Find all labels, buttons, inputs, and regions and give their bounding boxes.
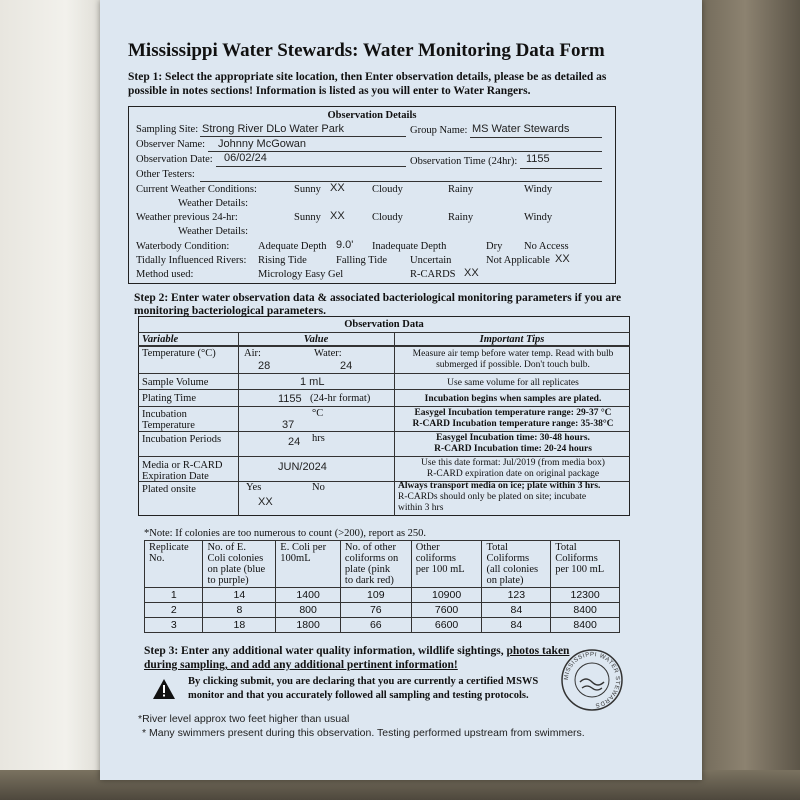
sample-volume-label: Sample Volume — [142, 377, 209, 388]
col-variable-header: Variable — [142, 334, 179, 345]
step2-line2: monitoring bacteriological parameters. — [134, 305, 326, 317]
form-title: Mississippi Water Stewards: Water Monitoring Data Form — [128, 40, 605, 61]
incubation-period-label: Incubation Periods — [142, 434, 222, 445]
svg-text:MISSISSIPPI WATER STEWARDS: MISSISSIPPI WATER STEWARDS — [563, 651, 621, 708]
method-easygel-option[interactable]: Micrology Easy Gel — [258, 269, 344, 280]
col-value-header: Value — [303, 334, 329, 345]
other-per-100-cell[interactable]: 10900 — [411, 588, 482, 603]
incubation-temp-tip-1: Easygel Incubation temperature range: 29-37 °C — [414, 408, 612, 418]
prev-cloudy-option[interactable]: Cloudy — [372, 212, 403, 223]
method-rcards-mark: XX — [464, 267, 479, 279]
mississippi-water-stewards-logo — [560, 648, 624, 712]
observation-details-header: Observation Details — [327, 110, 417, 121]
plating-time-tip: Incubation begins when samples are plated. — [424, 394, 602, 404]
sampling-site-field[interactable]: Strong River DLo Water Park — [202, 123, 345, 135]
current-sunny-option[interactable]: Sunny — [294, 184, 321, 195]
ecoli-per-100-cell[interactable]: 1400 — [276, 588, 341, 603]
method-rcards-option[interactable]: R-CARDS — [410, 269, 456, 280]
uncertain-option[interactable]: Uncertain — [410, 255, 452, 266]
media-expiration-label-2: Expiration Date — [142, 471, 209, 482]
header-other-per-100: Other coliforms per 100 mL — [411, 541, 482, 588]
table-row — [145, 618, 620, 633]
header-total-per-100: Total Coliforms per 100 mL — [551, 541, 620, 588]
waterbody-condition-label: Waterbody Condition: — [136, 241, 230, 252]
plated-tip-1: Always transport media on ice; plate within 3 hrs. — [398, 481, 601, 491]
plated-tip-2: R-CARDs should only be plated on site; incubate — [398, 492, 587, 502]
group-name-field[interactable]: MS Water Stewards — [472, 123, 570, 135]
incubation-temp-tip-2: R-CARD Incubation temperature range: 35-38°C — [412, 419, 614, 429]
temperature-label: Temperature (°C) — [142, 348, 216, 359]
depth-value[interactable]: 9.0' — [336, 239, 354, 251]
plated-no-option[interactable]: No — [312, 482, 325, 493]
warning-icon — [152, 678, 176, 700]
plated-tip-3: within 3 hrs — [398, 503, 444, 513]
rising-tide-option[interactable]: Rising Tide — [258, 255, 307, 266]
ecoli-per-100-cell[interactable]: 1800 — [276, 618, 341, 633]
observation-date-label: Observation Date: — [136, 154, 213, 165]
air-temp-value[interactable]: 28 — [258, 360, 271, 372]
incubation-period-tip-1: Easygel Incubation time: 30-48 hours. — [436, 433, 590, 443]
observer-name-label: Observer Name: — [136, 139, 206, 150]
temperature-tip-2: submerged if possible. Don't touch bulb. — [436, 360, 590, 370]
current-windy-option[interactable]: Windy — [524, 184, 553, 195]
incubation-period-tip-2: R-CARD Incubation time: 20-24 hours — [434, 444, 592, 454]
incubation-temp-label-1: Incubation — [142, 409, 187, 420]
media-expiration-tip-1: Use this date format: Jul/2019 (from media box) — [421, 458, 605, 468]
group-name-label: Group Name: — [410, 125, 468, 136]
col-tips-header: Important Tips — [479, 334, 545, 345]
other-colonies-cell[interactable]: 66 — [340, 618, 411, 633]
header-other-colonies: No. of other coliforms on plate (pink to dark red) — [340, 541, 411, 588]
plated-onsite-label: Plated onsite — [142, 484, 196, 495]
colonies-header-row — [145, 541, 620, 588]
sample-volume-value[interactable]: 1 mL — [300, 376, 325, 388]
media-expiration-label-1: Media or R-CARD — [142, 460, 223, 471]
other-colonies-cell[interactable]: 109 — [340, 588, 411, 603]
prev-weather-details-label: Weather Details: — [178, 226, 248, 237]
replicate-cell: 2 — [145, 603, 203, 618]
plating-time-format: (24-hr format) — [310, 393, 371, 404]
observation-time-field[interactable]: 1155 — [526, 153, 550, 165]
background-left — [0, 0, 110, 800]
prev-sunny-option[interactable]: Sunny — [294, 212, 321, 223]
total-per-100-cell[interactable]: 12300 — [551, 588, 620, 603]
ecoli-colonies-cell[interactable]: 18 — [203, 618, 276, 633]
step3-line1: Step 3: Enter any additional water quality information, wildlife sightings, photos taken — [144, 645, 570, 657]
adequate-depth-option[interactable]: Adequate Depth — [258, 241, 327, 252]
plated-mark: XX — [258, 496, 273, 508]
step1-line2: possible in notes sections! Information is listed as you will enter to Water Rangers. — [128, 85, 531, 97]
header-total-colonies: Total Coliforms (all colonies on plate) — [482, 541, 551, 588]
no-access-option[interactable]: No Access — [524, 241, 569, 252]
total-colonies-cell[interactable]: 84 — [482, 603, 551, 618]
note-line1: *River level approx two feet higher than usual — [138, 713, 350, 725]
plating-time-value[interactable]: 1155 — [278, 393, 302, 405]
temperature-tip-1: Measure air temp before water temp. Read with bulb — [412, 349, 614, 359]
header-ecoli-per-100: E. Coli per 100mL — [276, 541, 341, 588]
form-paper — [100, 0, 702, 780]
current-sunny-mark: XX — [330, 182, 345, 194]
total-per-100-cell[interactable]: 8400 — [551, 618, 620, 633]
ecoli-colonies-cell[interactable]: 14 — [203, 588, 276, 603]
not-applicable-mark: XX — [555, 253, 570, 265]
observation-data-header: Observation Data — [344, 319, 424, 330]
falling-tide-option[interactable]: Falling Tide — [336, 255, 388, 266]
header-replicate: Replicate No. — [145, 541, 203, 588]
incubation-period-unit: hrs — [312, 433, 325, 444]
observer-name-field[interactable]: Johnny McGowan — [218, 138, 307, 150]
observation-date-field[interactable]: 06/02/24 — [224, 152, 267, 164]
step3-line2: during sampling, and add any additional pertinent information! — [144, 659, 458, 671]
table-row — [145, 588, 620, 603]
plated-yes-option[interactable]: Yes — [246, 482, 262, 493]
replicate-cell: 3 — [145, 618, 203, 633]
certify-line1: By clicking submit, you are declaring that you are currently a certified MSWS — [188, 676, 539, 687]
current-rainy-option[interactable]: Rainy — [448, 184, 474, 195]
air-label: Air: — [244, 348, 261, 359]
plating-time-label: Plating Time — [142, 393, 196, 404]
table-row — [145, 603, 620, 618]
certify-line2: monitor and that you accurately followed all sampling and testing protocols. — [188, 690, 529, 701]
current-weather-label: Current Weather Conditions: — [136, 184, 257, 195]
method-label: Method used: — [136, 269, 194, 280]
step1-line1: Step 1: Select the appropriate site location, then Enter observation details, please be as detailed as — [128, 71, 607, 83]
water-label: Water: — [314, 348, 342, 359]
header-ecoli-colonies: No. of E. Coli colonies on plate (blue to purple) — [203, 541, 276, 588]
incubation-temp-value[interactable]: 37 — [282, 419, 295, 431]
observation-time-label: Observation Time (24hr): — [410, 156, 518, 167]
colonies-note: *Note: If colonies are too numerous to count (>200), report as 250. — [144, 528, 427, 539]
sample-volume-tip: Use same volume for all replicates — [447, 378, 579, 388]
not-applicable-option[interactable]: Not Applicable — [486, 255, 550, 266]
incubation-period-value[interactable]: 24 — [288, 436, 301, 448]
total-colonies-cell[interactable]: 123 — [482, 588, 551, 603]
ecoli-per-100-cell[interactable]: 800 — [276, 603, 341, 618]
colonies-table — [144, 540, 620, 633]
prev-rainy-option[interactable]: Rainy — [448, 212, 474, 223]
total-colonies-cell[interactable]: 84 — [482, 618, 551, 633]
incubation-temp-label-2: Temperature — [142, 420, 195, 431]
media-expiration-value[interactable]: JUN/2024 — [278, 461, 327, 473]
other-per-100-cell[interactable]: 7600 — [411, 603, 482, 618]
tidal-label: Tidally Influenced Rivers: — [136, 255, 247, 266]
prev-weather-label: Weather previous 24-hr: — [136, 212, 238, 223]
water-temp-value[interactable]: 24 — [340, 360, 353, 372]
prev-windy-option[interactable]: Windy — [524, 212, 553, 223]
total-per-100-cell[interactable]: 8400 — [551, 603, 620, 618]
other-colonies-cell[interactable]: 76 — [340, 603, 411, 618]
other-testers-label: Other Testers: — [136, 169, 195, 180]
step2-line1: Step 2: Enter water observation data & associated bacteriological monitoring parameters if you are — [134, 292, 622, 304]
prev-sunny-mark: XX — [330, 210, 345, 222]
sampling-site-label: Sampling Site: — [136, 124, 199, 135]
other-per-100-cell[interactable]: 6600 — [411, 618, 482, 633]
inadequate-depth-option[interactable]: Inadequate Depth — [372, 241, 447, 252]
ecoli-colonies-cell[interactable]: 8 — [203, 603, 276, 618]
dry-option[interactable]: Dry — [486, 241, 503, 252]
background-right — [690, 0, 800, 800]
media-expiration-tip-2: R-CARD expiration date on original package — [426, 469, 600, 479]
incubation-temp-unit: °C — [312, 408, 324, 419]
current-cloudy-option[interactable]: Cloudy — [372, 184, 403, 195]
note-line2: * Many swimmers present during this observation. Testing performed upstream from swimmers. — [142, 727, 585, 739]
current-weather-details-label: Weather Details: — [178, 198, 248, 209]
replicate-cell: 1 — [145, 588, 203, 603]
